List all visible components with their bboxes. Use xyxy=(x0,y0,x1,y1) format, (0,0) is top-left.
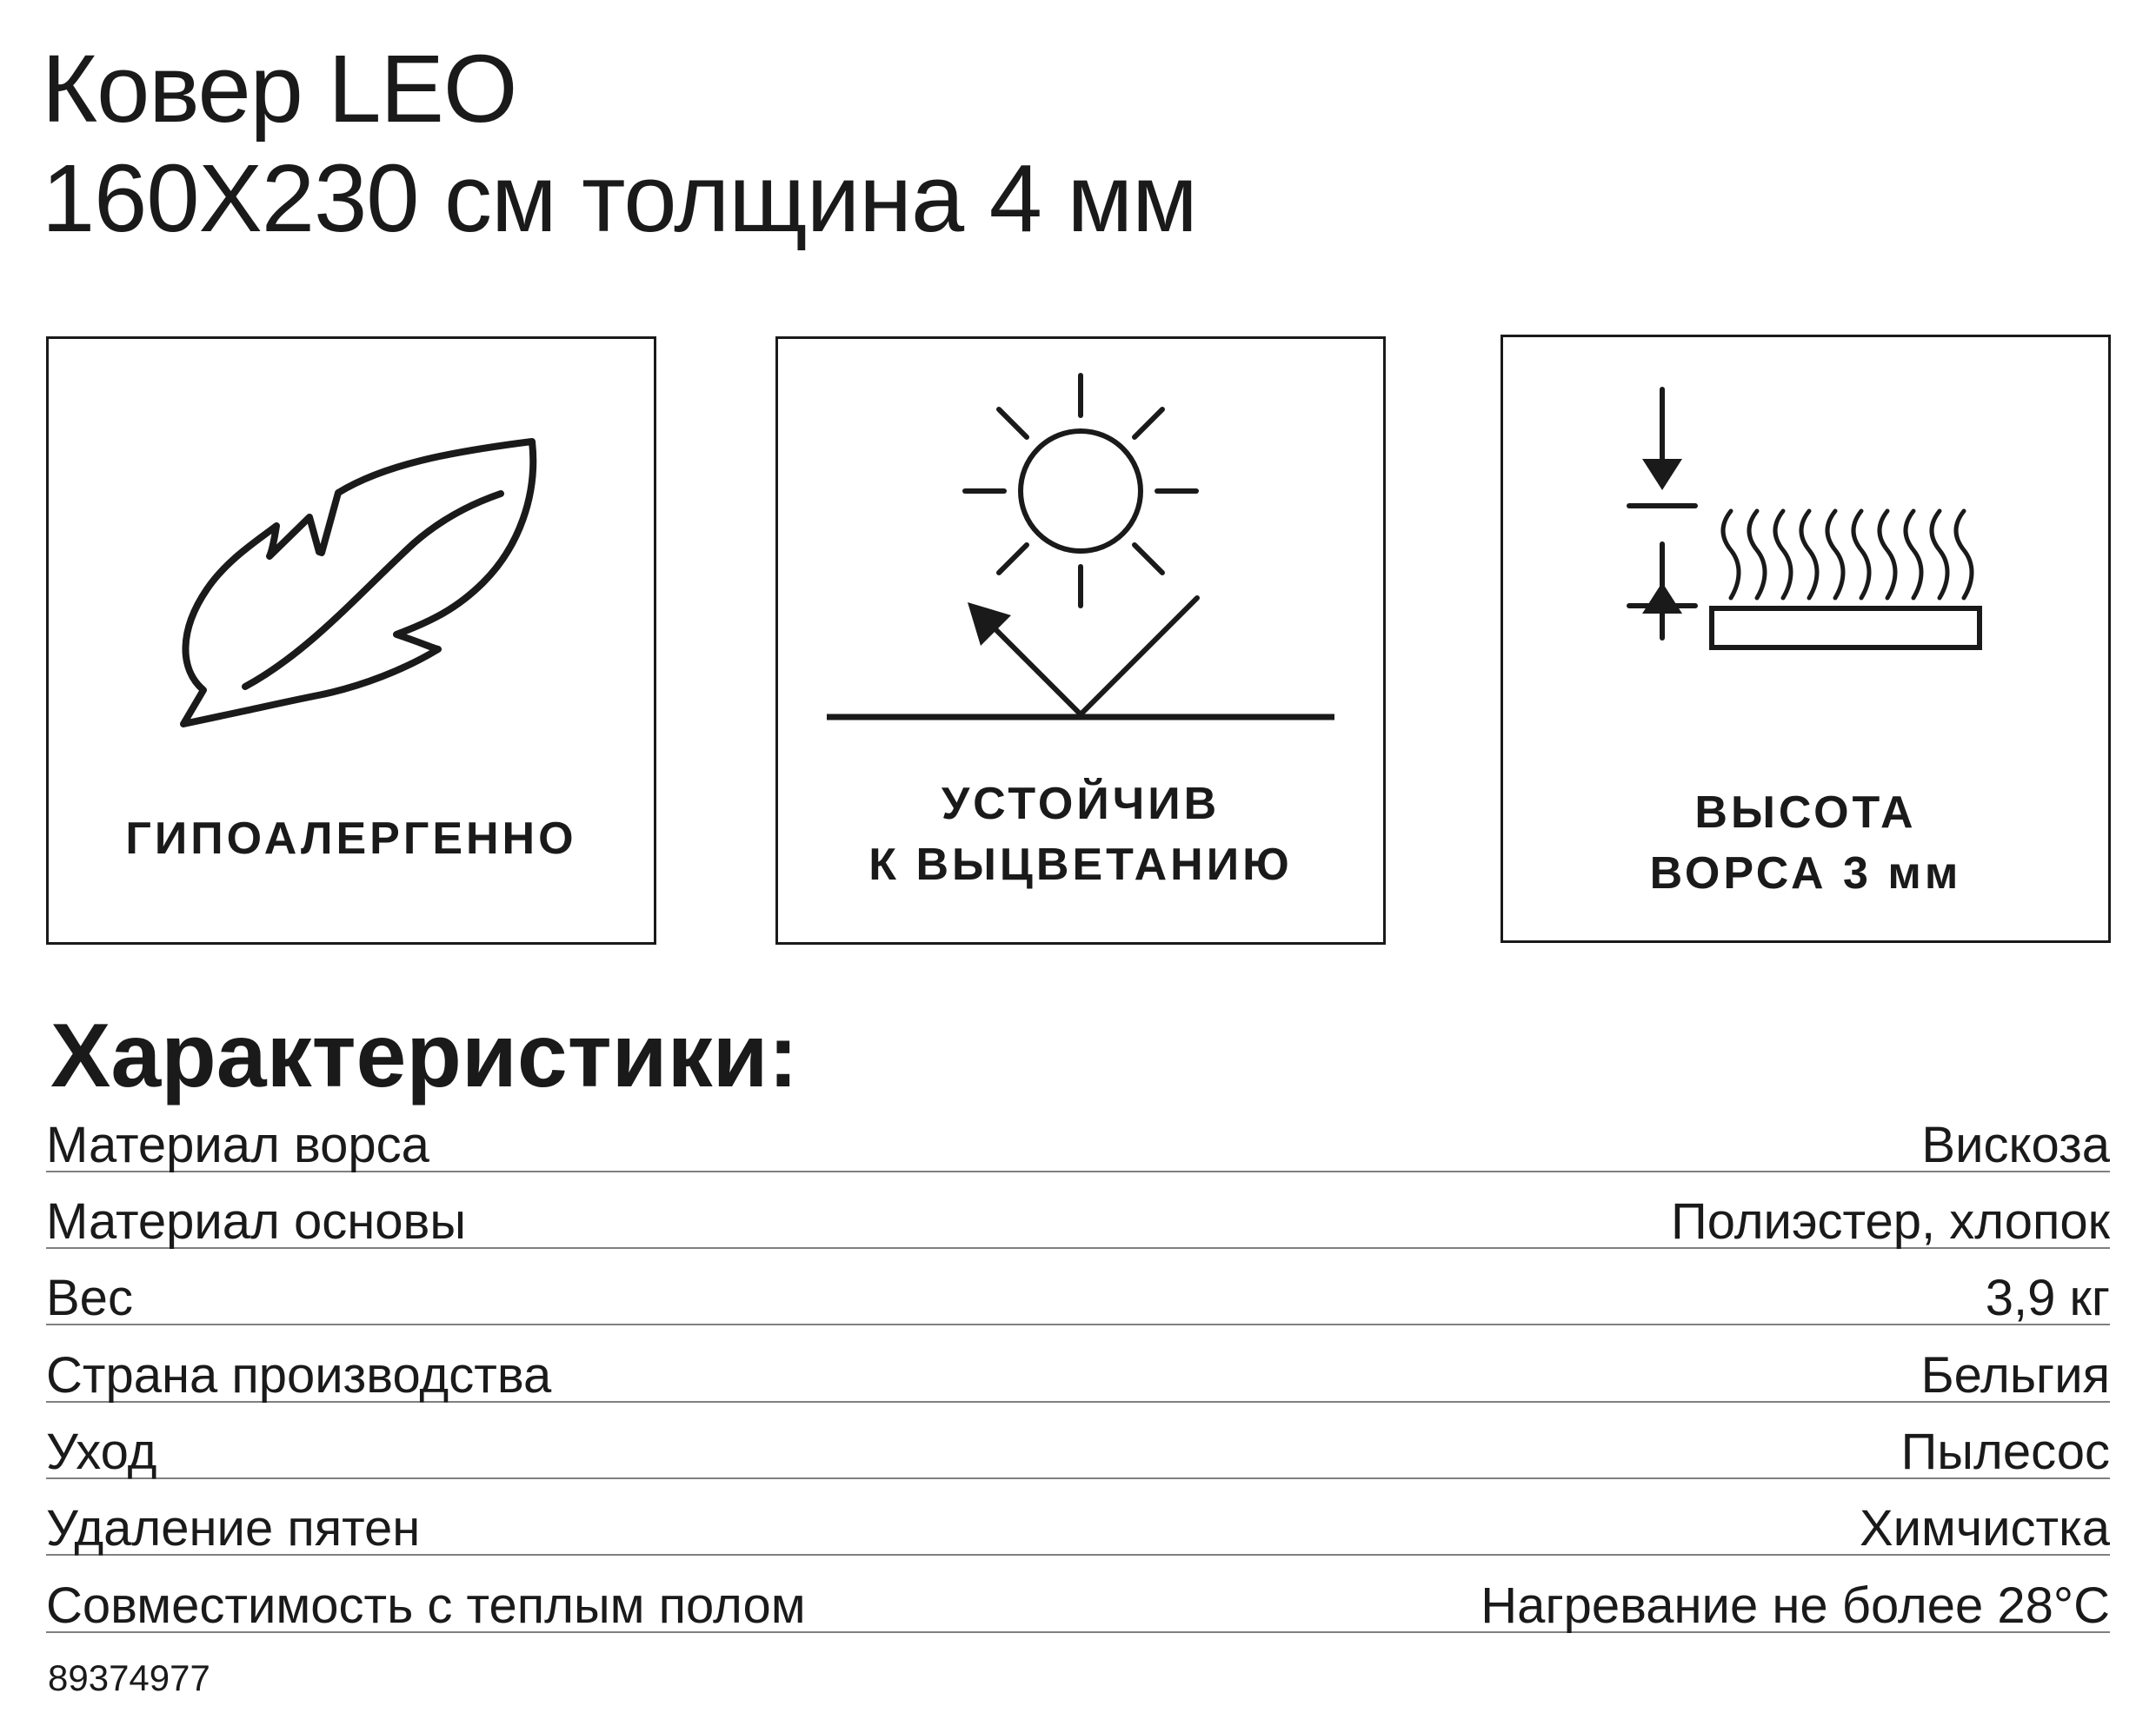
spec-label: Уход xyxy=(46,1424,157,1480)
specs-heading: Характеристики: xyxy=(50,1006,799,1106)
feature-caption: ВЫСОТА ВОРСА 3 мм xyxy=(1649,787,1962,899)
spec-label: Страна производства xyxy=(46,1347,552,1404)
spec-row-weight xyxy=(46,1247,2110,1325)
spec-label: Материал основы xyxy=(46,1193,467,1250)
product-size: 160X230 см толщина 4 мм xyxy=(42,145,1197,252)
spec-row-underfloor-heating xyxy=(46,1555,2110,1633)
spec-label: Вес xyxy=(46,1270,133,1326)
spec-label: Совместимость с теплым полом xyxy=(46,1577,806,1634)
article-code: 89374977 xyxy=(48,1657,210,1698)
spec-value: Вискоза xyxy=(1921,1117,2110,1173)
spec-row-stain-removal xyxy=(46,1477,2110,1556)
spec-value: 3,9 кг xyxy=(1985,1270,2110,1326)
feature-caption: УСТОЙЧИВ К ВЫЦВЕТАНИЮ xyxy=(868,779,1293,890)
spec-value: Пылесос xyxy=(1900,1424,2110,1480)
product-title xyxy=(42,35,1197,254)
feature-pile-height xyxy=(1501,335,2111,943)
spec-value: Нагревание не более 28°С xyxy=(1481,1577,2110,1634)
spec-value: Химчистка xyxy=(1859,1500,2110,1557)
spec-label: Удаление пятен xyxy=(46,1500,421,1557)
feature-hypoallergenic xyxy=(46,336,656,945)
spec-row-country xyxy=(46,1325,2110,1403)
spec-label: Материал ворса xyxy=(46,1117,429,1173)
spec-row-pile-material xyxy=(46,1094,2110,1172)
spec-row-base-material xyxy=(46,1171,2110,1249)
feature-fade-resistant xyxy=(775,336,1386,945)
feature-caption: ГИПОАЛЕРГЕННО xyxy=(125,813,577,864)
spec-value: Полиэстер, хлопок xyxy=(1671,1193,2110,1250)
product-name: Ковер LEO xyxy=(42,36,517,143)
spec-row-care xyxy=(46,1401,2110,1479)
spec-value: Бельгия xyxy=(1920,1347,2110,1404)
